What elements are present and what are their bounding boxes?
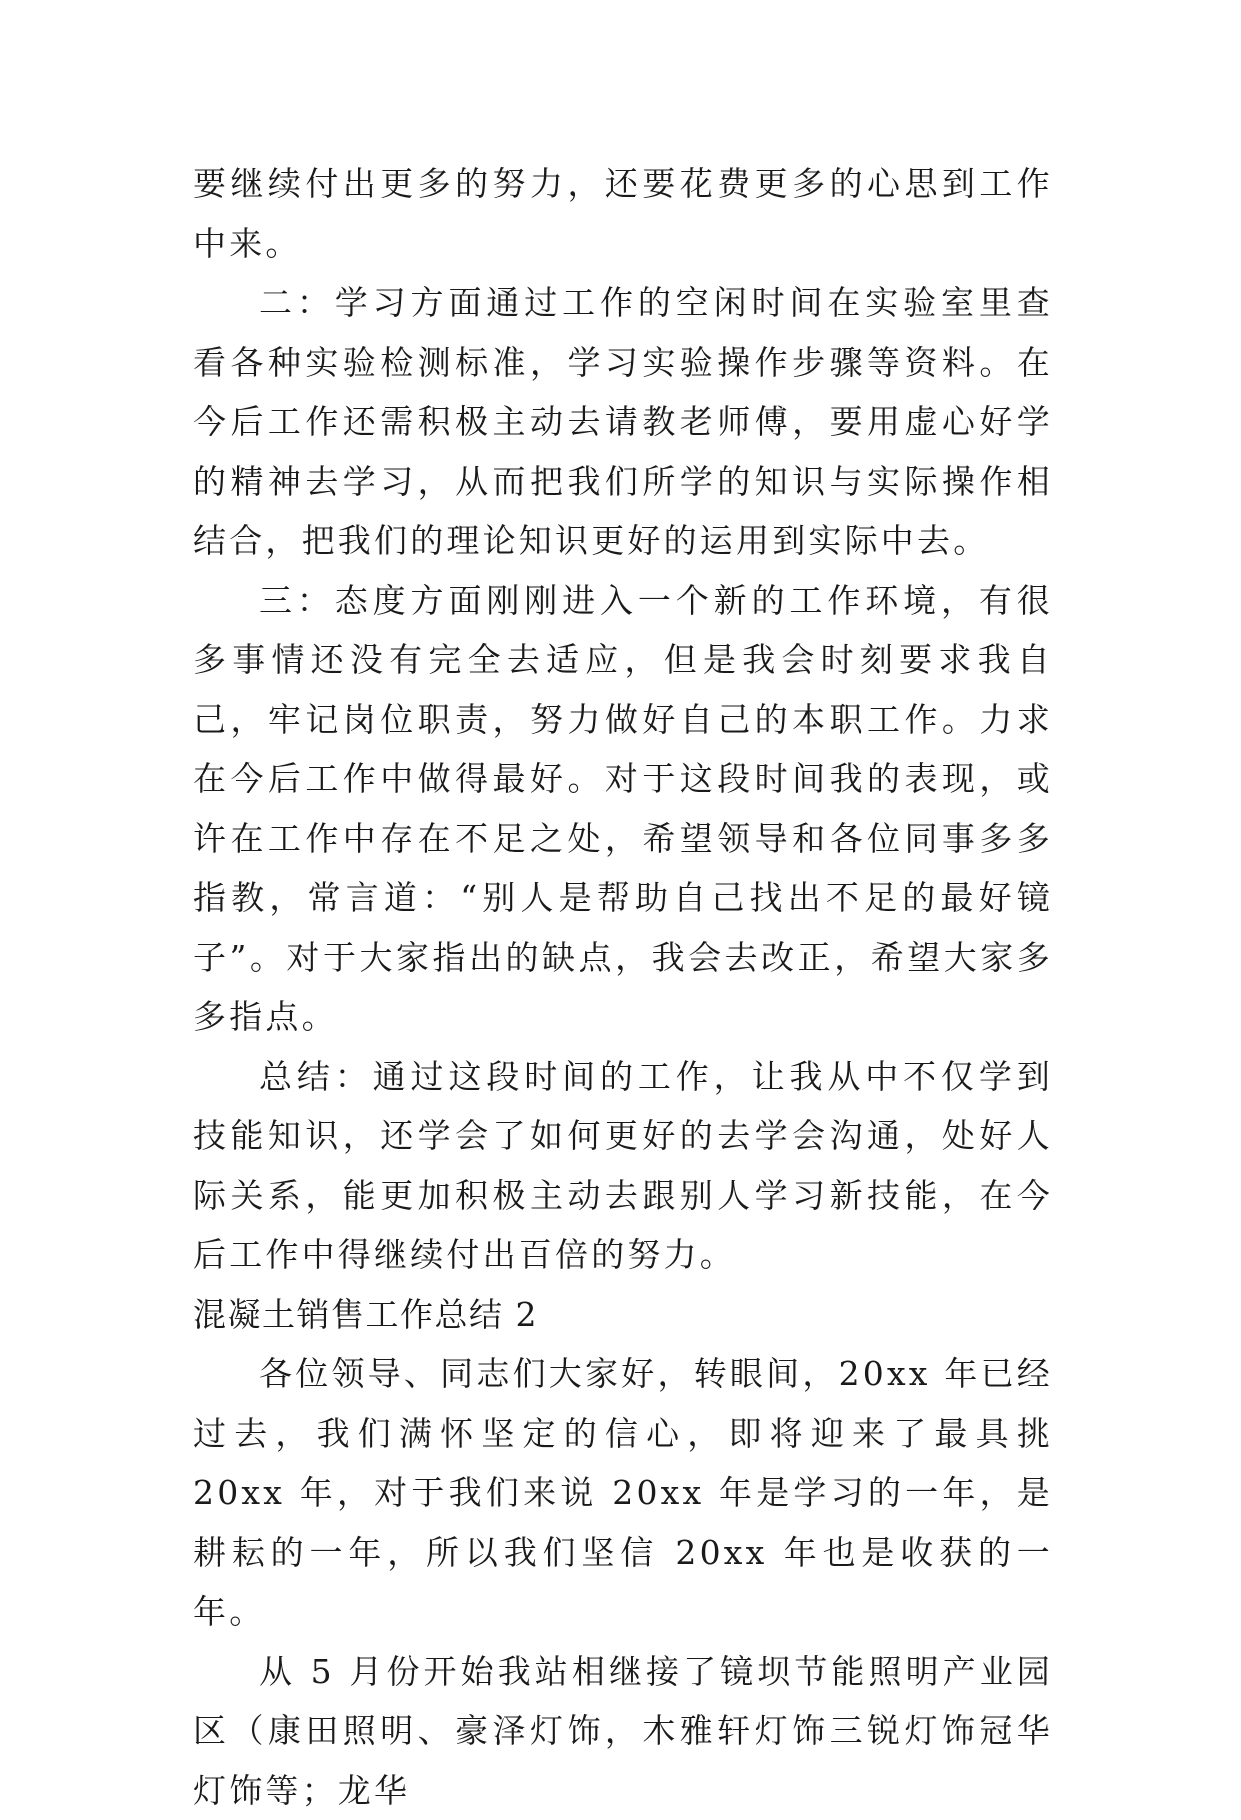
section-heading: 混凝土销售工作总结 2 [193, 1285, 1053, 1345]
paragraph-attitude: 三：态度方面刚刚进入一个新的工作环境，有很多事情还没有完全去适应，但是我会时刻要求我自己，牢记岗位职责，努力做好自己的本职工作。力求在今后工作中做得最好。对于这段时间我的表现，或许在工作中存在不足之处，希望领导和各位同事多多指教，常言道：“别人是帮助自己找出不足的最好镜子”。对于大家指出的缺点，我会去改正，希望大家多多指点。 [193, 571, 1053, 1047]
paragraph-projects: 从 5 月份开始我站相继接了镜坝节能照明产业园区（康田照明、豪泽灯饰，木雅轩灯饰三锐灯饰冠华灯饰等；龙华 [193, 1642, 1053, 1820]
paragraph-study: 二：学习方面通过工作的空闲时间在实验室里查看各种实验检测标准，学习实验操作步骤等资料。在今后工作还需积极主动去请教老师傅，要用虚心好学的精神去学习，从而把我们所学的知识与实际操作相结合，把我们的理论知识更好的运用到实际中去。 [193, 273, 1053, 571]
paragraph-summary: 总结：通过这段时间的工作，让我从中不仅学到技能知识，还学会了如何更好的去学会沟通，处好人际关系，能更加积极主动去跟别人学习新技能，在今后工作中得继续付出百倍的努力。 [193, 1047, 1053, 1285]
paragraph-greeting: 各位领导、同志们大家好，转眼间，20xx 年已经过去，我们满怀坚定的信心，即将迎来了最具挑 20xx 年，对于我们来说 20xx 年是学习的一年，是耕耘的一年，所以我们坚信 20xx 年也是收获的一年。 [193, 1344, 1053, 1642]
document-body [193, 154, 1053, 1820]
paragraph-continuation: 要继续付出更多的努力，还要花费更多的心思到工作中来。 [193, 154, 1053, 273]
